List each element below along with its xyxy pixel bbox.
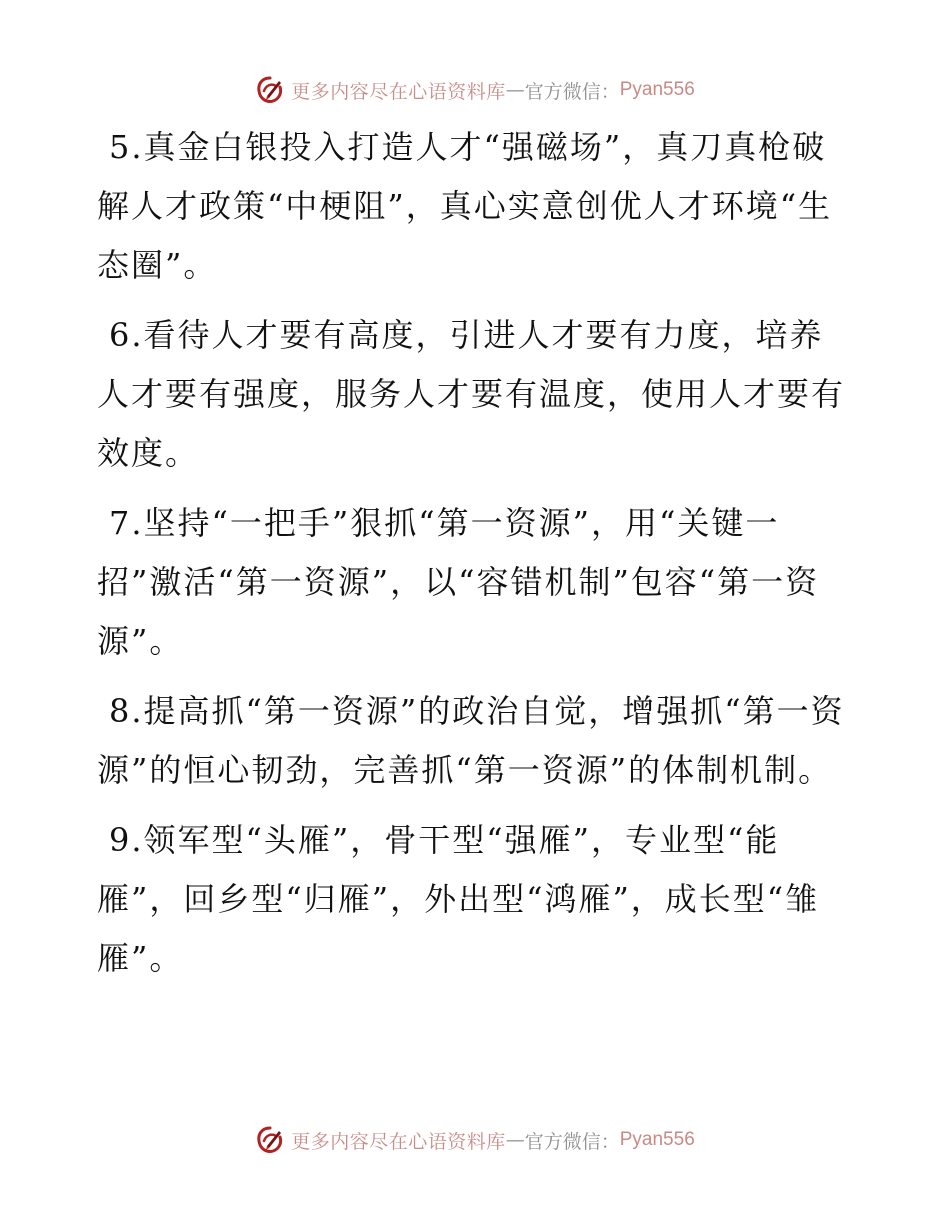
- banner-wechat-label: 官方微信：: [524, 80, 620, 103]
- header-banner: [0, 70, 950, 110]
- list-item: [97, 118, 857, 295]
- banner-title: 更多内容尽在心语资料库: [291, 80, 506, 103]
- list-item: [97, 811, 857, 988]
- list-item: [97, 682, 857, 800]
- document-body: [97, 118, 857, 999]
- footer-banner: [0, 1120, 950, 1160]
- banner-title: 更多内容尽在心语资料库: [291, 1130, 506, 1153]
- item-number: 8.: [109, 692, 144, 730]
- item-text: 看待人才要有高度，引进人才要有力度，培养人才要有强度，服务人才要有温度，使用人才要有效度。: [97, 316, 846, 472]
- item-number: 6.: [109, 316, 144, 354]
- banner-separator: —: [505, 1129, 525, 1151]
- item-number: 9.: [109, 821, 144, 859]
- list-item: [97, 306, 857, 483]
- item-number: 7.: [109, 504, 144, 542]
- item-text: 真金白银投入打造人才“强磁场”，真刀真枪破解人才政策“中梗阻”，真心实意创优人才环境“生态圈”。: [97, 128, 833, 284]
- banner-separator: —: [505, 79, 525, 101]
- item-number: 5.: [109, 128, 144, 166]
- item-text: 坚持“一把手”狠抓“第一资源”，用“关键一招”激活“第一资源”，以“容错机制”包容“第一资源”。: [97, 504, 820, 660]
- banner-wechat-label: 官方微信：: [524, 1130, 620, 1153]
- pen-swirl-logo-icon: [255, 1125, 285, 1155]
- item-text: 领军型“头雁”，骨干型“强雁”，专业型“能雁”，回乡型“归雁”，外出型“鸿雁”，成长型“雏雁”。: [97, 821, 820, 977]
- item-text: 提高抓“第一资源”的政治自觉，增强抓“第一资源”的恒心韧劲，完善抓“第一资源”的体制机制。: [97, 692, 845, 789]
- banner-wechat-id: Pyan556: [619, 79, 695, 100]
- list-item: [97, 494, 857, 671]
- pen-swirl-logo-icon: [255, 75, 285, 105]
- banner-wechat-id: Pyan556: [619, 1129, 695, 1150]
